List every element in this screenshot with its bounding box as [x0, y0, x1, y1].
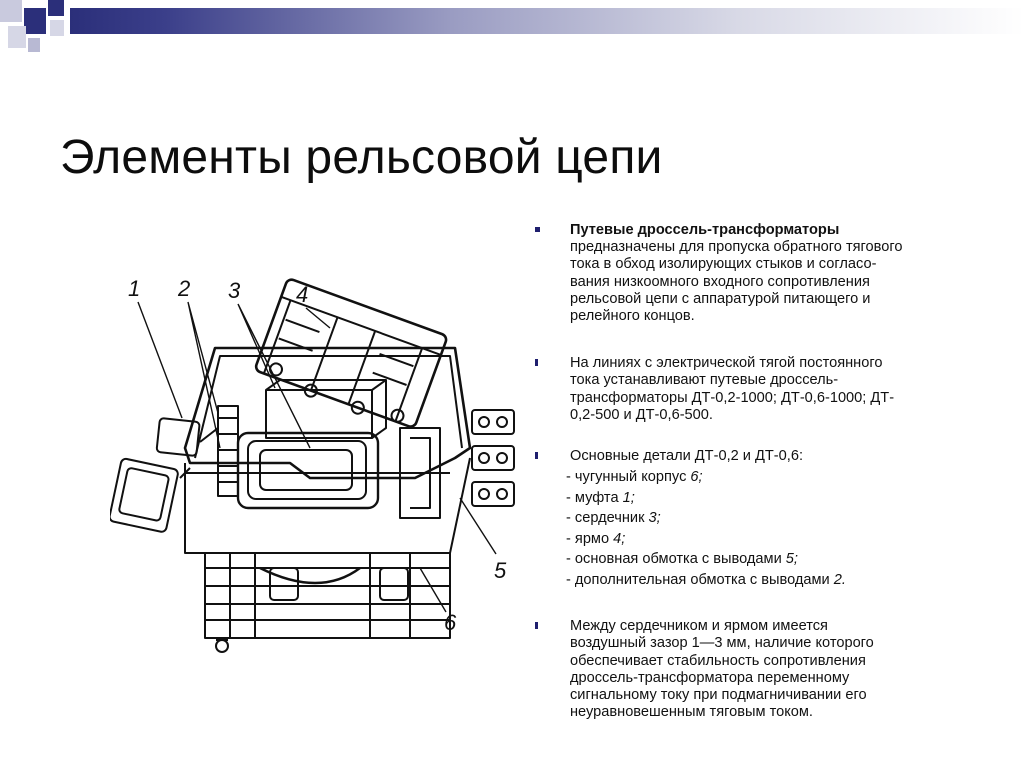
- bullet-line: предназначены для пропуска обратного тягового: [570, 239, 903, 256]
- bullet-heading: Путевые дроссель-трансформаторы: [570, 222, 840, 238]
- sublist-item: [532, 529, 972, 550]
- part-ref: 2.: [833, 571, 846, 588]
- square-bullet-icon: [535, 227, 540, 232]
- sublist-item: [532, 570, 972, 591]
- sublist-item: [532, 508, 972, 529]
- bullet-item: [532, 355, 972, 424]
- bullet-line: неуравновешенным тяговым током.: [570, 704, 813, 721]
- square-bullet-icon: [535, 452, 538, 459]
- square-bullet-icon: [535, 359, 538, 366]
- bullet-item: [532, 222, 972, 325]
- bullet-line: дроссель-трансформатора переменному: [570, 669, 850, 686]
- slide-title: Элементы рельсовой цепи: [60, 131, 663, 185]
- callout-4: 4: [296, 282, 309, 307]
- part-name: - ярмо: [566, 530, 614, 547]
- part-ref: 6;: [690, 469, 703, 486]
- header-square: [8, 26, 26, 48]
- part-ref: 1;: [622, 489, 635, 506]
- part-name: - сердечник: [566, 510, 649, 527]
- header-square: [0, 0, 22, 22]
- part-name: - основная обмотка с выводами: [566, 551, 786, 568]
- bullet-item: [532, 448, 972, 465]
- callout-2: 2: [178, 276, 191, 301]
- part-name: - муфта: [566, 489, 623, 506]
- header-square: [28, 38, 40, 52]
- bullet-line: Основные детали ДТ-0,2 и ДТ-0,6:: [570, 448, 804, 465]
- header-square: [24, 8, 46, 34]
- header-band: [0, 0, 1024, 60]
- bullet-line: вания низкоомного входного сопротивления: [570, 273, 870, 290]
- square-bullet-icon: [535, 622, 538, 629]
- bullet-line: обеспечивает стабильность сопротивления: [570, 652, 866, 669]
- bullet-line: релейного концов.: [570, 308, 695, 325]
- bullet-line: воздушный зазор 1—3 мм, наличие которого: [570, 635, 874, 652]
- header-gradient-bar: [70, 8, 1024, 34]
- part-name: - чугунный корпус: [566, 469, 691, 486]
- callout-6: 6: [444, 610, 457, 635]
- bullet-line: трансформаторы ДТ-0,2-1000; ДТ-0,6-1000; ДТ-: [570, 389, 895, 406]
- sublist-item: [532, 549, 972, 570]
- transformer-illustration: [110, 268, 530, 668]
- bullet-line: Между сердечником и ярмом имеется: [570, 618, 828, 635]
- bullet-line: На линиях с электрической тягой постоянного: [570, 355, 883, 372]
- bullet-line: тока в обход изолирующих стыков и согласо-: [570, 256, 877, 273]
- bullet-item: [532, 618, 972, 721]
- header-square: [48, 0, 64, 16]
- part-name: - дополнительная обмотка с выводами: [566, 571, 834, 588]
- bullet-line: рельсовой цепи с аппаратурой питающего и: [570, 290, 871, 307]
- bullet-list: [532, 222, 972, 721]
- sublist-item: [532, 488, 972, 509]
- part-ref: 4;: [613, 530, 626, 547]
- part-ref: 3;: [648, 510, 661, 527]
- part-ref: 5;: [785, 551, 798, 568]
- header-square: [50, 20, 64, 36]
- bullet-line: 0,2-500 и ДТ-0,6-500.: [570, 406, 713, 423]
- callout-3: 3: [228, 278, 241, 303]
- bullet-line: тока устанавливают путевые дроссель-: [570, 372, 839, 389]
- sublist-item: [532, 467, 972, 488]
- bullet-line: сигнальному току при подмагничивании его: [570, 687, 867, 704]
- callout-1: 1: [128, 276, 141, 301]
- parts-sublist: [532, 467, 972, 590]
- callout-5: 5: [494, 558, 507, 583]
- choke-transformer-drawing: [110, 268, 530, 668]
